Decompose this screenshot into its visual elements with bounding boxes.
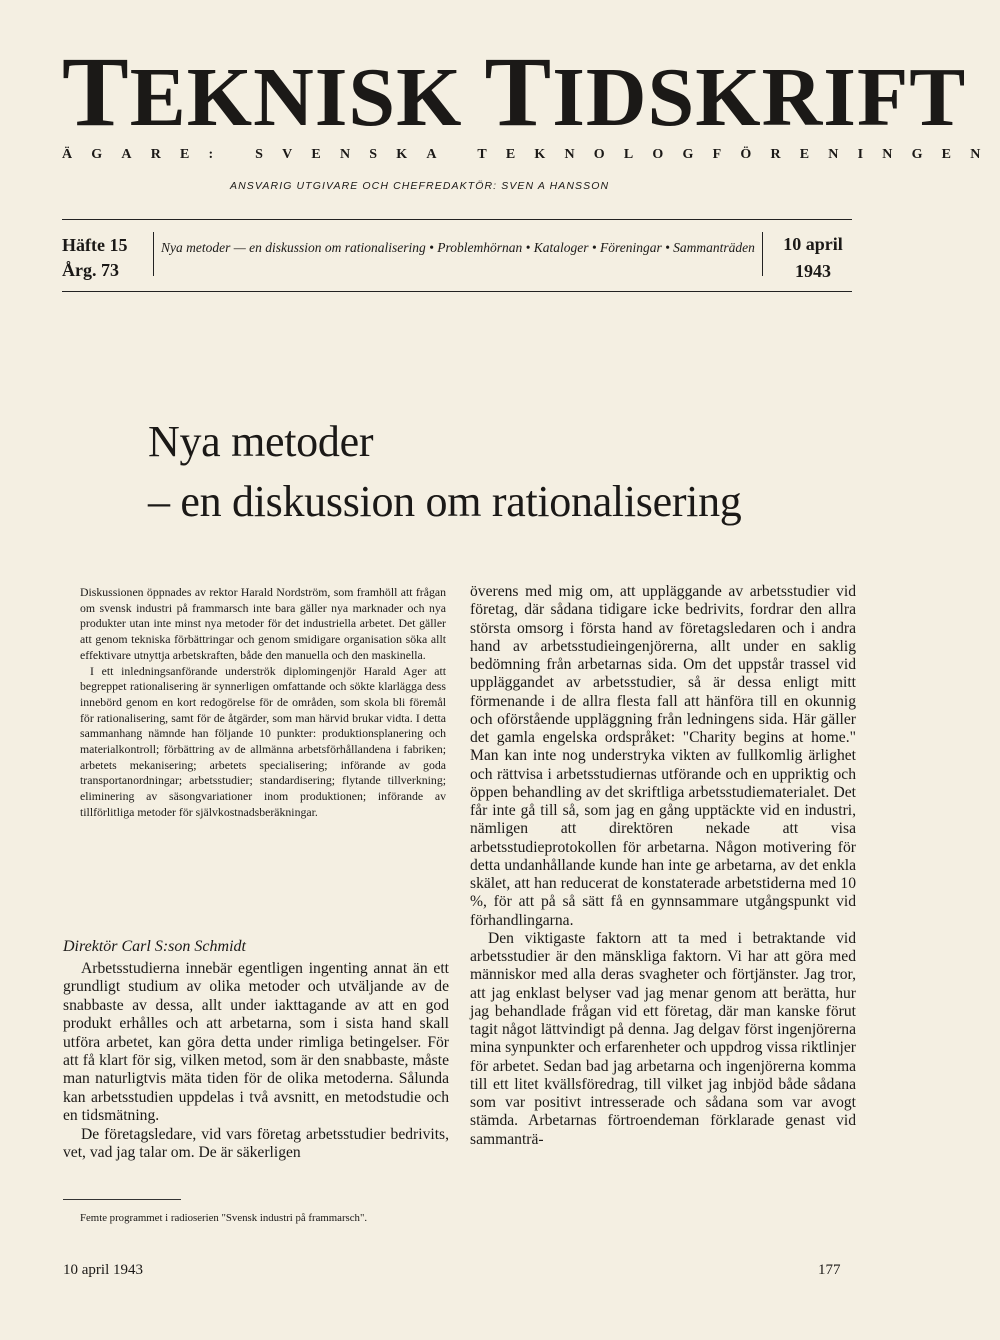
body-paragraph: De företagsledare, vid vars företag arbetsstudier bedrivits, vet, vad jag talar om. De är säkerligen bbox=[63, 1125, 449, 1162]
masthead-word-2: IDSKRIFT bbox=[552, 51, 967, 144]
body-paragraph: överens med mig om, att uppläggande av arbetsstudier vid företag, där sådana tidigare icke bedrivits, fordrar den allra största omsorg i första hand av företagsledaren och i andra hand av arbetsstudieingenjörerna, allt under en saklig bedömning från arbetarnas sida. Om det uppstår trassel vid uppläggandet av arbetsstudier, så är dessa enligt mitt förmenande i de allra flesta fall att hänföra till en okunnig och oförstående uppläggning från ledningens sida. Här gäller det gamla engelska ordspråket: "Charity begins at home." Man kan inte nog understryka vikten av fullkomlig ärlighet och rättvisa i arbetsstudiernas utförande och en uppriktig och öppen behandling av det skriftliga arbetsstudiematerialet. Det får inte gå till så, som jag en gång upptäckte vid en industri, nämligen att direktören nekade att visa arbetsstudieprotokollen för arbetarna. Någon motivering för detta undanhållande kunde han inte ge arbetarna, av det enkla skälet, att han reducerat de konstaterade arbetstiderna med 10 %, för att på så sätt få en gynnsammare utgångspunkt vid förhandlingarna. bbox=[470, 583, 856, 929]
speaker-heading: Direktör Carl S:son Schmidt bbox=[63, 938, 246, 955]
intro-paragraph: I ett inledningsanförande underströk diplomingenjör Harald Ager att begreppet rationalisering är synnerligen omfattande och sökte klarlägga dess innebörd genom en kort redogörelse för de områden, som skola bli föremål för rationalisering, samt för de åtgärder, som man härvid brukar vidta. I detta sammanhang nämnde han följande 10 punkter: produktionsplanering och materialkontroll; förbättring av de allmänna arbetsförhållandena i fabriken; arbetets mekanisering; arbetets specialisering; införande av goda transportanordningar; arbetsstudier; standardisering; flytande tillverkning; eliminering av säsongvariationer inom produktionen; införande av tillförlitliga metoder för självkostnadsberäkningar. bbox=[80, 663, 446, 819]
right-column bbox=[470, 583, 856, 1149]
owner-line: ÄGARE: SVENSKA TEKNOLOGFÖRENINGEN bbox=[62, 147, 1000, 162]
headline-line-1: Nya metoder bbox=[148, 417, 374, 466]
table-of-contents: Nya metoder — en diskussion om rationalisering • Problemhörnan • Kataloger • Föreningar • Sammanträden bbox=[161, 240, 755, 255]
headline-line-2: – en diskussion om rationalisering bbox=[148, 477, 742, 526]
masthead-initial-1: T bbox=[62, 36, 130, 147]
page-number: 177 bbox=[818, 1262, 841, 1278]
body-paragraph: Den viktigaste faktorn att ta med i betraktande vid arbetsstudier är den mänskliga faktorn. Vi har att göra med människor med alla deras svagheter och förtjänster. Jag tror, att jag enklast belyser vad jag menar genom att berätta, hur jag behandlade frågan vid ett företag, där man kanske förut tagit något lättvindigt på denna. Jag delgav först ingenjörerna mina synpunkter och erfarenheter och uppdrog vissa riktlinjer för arbetet. Sedan bad jag arbetarna och ingenjörerna komma till ett litet kvällsföredrag, till vilket jag inbjöd både sådana som var positivt intresserade och sådana som var avogt stämda. Arbetarnas förtroendeman förklarade genast vid sammanträ- bbox=[470, 929, 856, 1148]
left-column bbox=[63, 960, 449, 1162]
footnote: Femte programmet i radioserien "Svensk industri på frammarsch". bbox=[80, 1212, 368, 1224]
intro-paragraph: Diskussionen öppnades av rektor Harald Nordström, som framhöll att frågan om svensk industri på frammarsch inte bara gäller nya marknader och nya produkter utan inte minst nya metoder för det industriella arbetet. Det gäller att genom tekniska förbättringar och genom smidigare organisation söka allt effektivare utnyttja arbetskraften, både den manuella och den maskinella. bbox=[80, 585, 446, 662]
header-rule-bottom bbox=[62, 291, 852, 292]
article-headline bbox=[148, 412, 828, 532]
header-divider-right bbox=[762, 232, 763, 276]
footnote-rule bbox=[63, 1199, 181, 1200]
masthead-word-1: EKNISK bbox=[129, 51, 463, 144]
issue-date-day: 10 april bbox=[783, 234, 843, 254]
header-rule-top bbox=[62, 219, 852, 220]
masthead-title bbox=[62, 36, 967, 147]
issue-arg: Årg. 73 bbox=[62, 260, 119, 280]
editor-line: ANSVARIG UTGIVARE OCH CHEFREDAKTÖR: SVEN A HANSSON bbox=[230, 180, 610, 192]
issue-number bbox=[62, 233, 150, 283]
header-divider-left bbox=[153, 232, 154, 276]
issue-hafte: Häfte 15 bbox=[62, 235, 128, 255]
body-paragraph: Arbetsstudierna innebär egentligen ingenting annat än ett grundligt studium av olika metoder och utväljande av de snabbaste av dessa, allt under iakttagande av att en god produkt erhålles och att arbetarna, som i sista hand skall utföra arbetet, kan göra detta under rimliga betingelser. För att få klart för sig, vilken metod, som är den snabbaste, måste man naturligtvis mäta tiden för de olika metoderna. Sålunda kan arbetsstudien uppdelas i två avsnitt, en metodstudie och en tidsmätning. bbox=[63, 960, 449, 1125]
issue-date bbox=[768, 231, 858, 285]
masthead-initial-2: T bbox=[484, 36, 553, 147]
footer-date: 10 april 1943 bbox=[63, 1262, 143, 1278]
article-intro bbox=[80, 585, 446, 821]
issue-date-year: 1943 bbox=[795, 261, 831, 281]
